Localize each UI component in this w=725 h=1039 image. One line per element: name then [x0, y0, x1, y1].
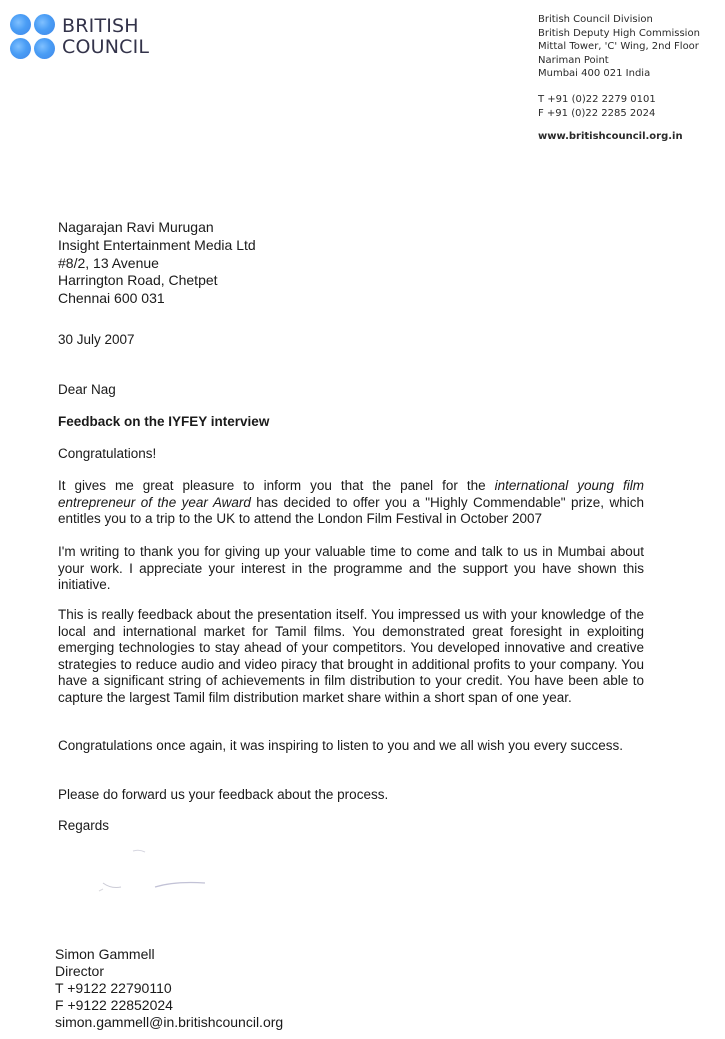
sender-website: www.britishcouncil.org.in	[538, 131, 683, 143]
signatory-fax: F +9122 22852024	[55, 997, 173, 1013]
signatory-email: simon.gammell@in.britishcouncil.org	[55, 1014, 284, 1030]
recipient-address-block	[58, 219, 256, 308]
recipient-line: Chennai 600 031	[58, 290, 165, 307]
subject-line: Feedback on the IYFEY interview	[58, 414, 270, 429]
signature-scribble	[95, 845, 225, 895]
logo-dot	[10, 14, 31, 35]
closing: Regards	[58, 818, 110, 833]
logo-wordmark	[62, 16, 149, 58]
paragraph-text: has decided to offer you a "Highly Commendable" prize, which entitles you to a trip to the UK to attend the London Film Festival in October 2007	[58, 494, 644, 527]
globe-dots-icon	[10, 14, 56, 60]
logo-line-1: BRITISH	[62, 15, 139, 37]
signatory-block	[55, 946, 283, 1031]
signatory-phone: T +9122 22790110	[55, 980, 172, 996]
sender-address-line: British Council Division	[538, 14, 653, 25]
award-name: international young film entrepreneur of the year Award	[58, 478, 644, 510]
sender-address-line: British Deputy High Commission	[538, 27, 700, 39]
paragraph-feedback: This is really feedback about the presentation itself. You impressed us with your knowledge of the local and international market for Tamil films. You demonstrated great foresight in exploiting emerging technologies to stay ahead of your competitors. You developed innovative and creative strategies to reduce audio and video piracy that brought in additional profits to your company. You have a significant string of achievements in film distribution to your credit. You have been able to capture the largest Tamil film distribution market share within a short span of one year.	[58, 607, 644, 705]
signatory-title: Director	[55, 963, 105, 979]
salutation: Dear Nag	[58, 382, 116, 397]
paragraph-thanks: I'm writing to thank you for giving up your valuable time to come and talk to us in Mumbai about your work. I appreciate your interest in the programme and the support you have shown this initiative.	[58, 544, 644, 593]
signatory-name: Simon Gammell	[55, 946, 155, 962]
sender-address-line: Mittal Tower, 'C' Wing, 2nd Floor	[538, 41, 699, 53]
sender-address-line: Mumbai 400 021 India	[538, 68, 651, 80]
paragraph-congratulations: Congratulations once again, it was inspiring to listen to you and we all wish you every success.	[58, 738, 624, 753]
sender-address-line: Nariman Point	[538, 54, 609, 66]
british-council-logo	[10, 14, 149, 60]
sender-fax: F +91 (0)22 2285 2024	[538, 107, 656, 119]
letter-date: 30 July 2007	[58, 332, 135, 347]
recipient-line: Insight Entertainment Media Ltd	[58, 236, 256, 253]
logo-dot	[10, 38, 31, 59]
sender-phone: T +91 (0)22 2279 0101	[538, 93, 656, 105]
paragraph-text: It gives me great pleasure to inform you that the panel for the	[58, 478, 495, 493]
recipient-line: #8/2, 13 Avenue	[58, 254, 159, 271]
paragraph-request: Please do forward us your feedback about the process.	[58, 787, 389, 802]
logo-dot	[34, 14, 55, 35]
sender-address-block	[538, 13, 700, 144]
logo-line-2: COUNCIL	[62, 36, 150, 58]
opening-line: Congratulations!	[58, 446, 157, 461]
paragraph-award	[58, 478, 644, 528]
recipient-line: Harrington Road, Chetpet	[58, 272, 218, 289]
logo-dot	[34, 38, 55, 59]
recipient-line: Nagarajan Ravi Murugan	[58, 219, 214, 235]
